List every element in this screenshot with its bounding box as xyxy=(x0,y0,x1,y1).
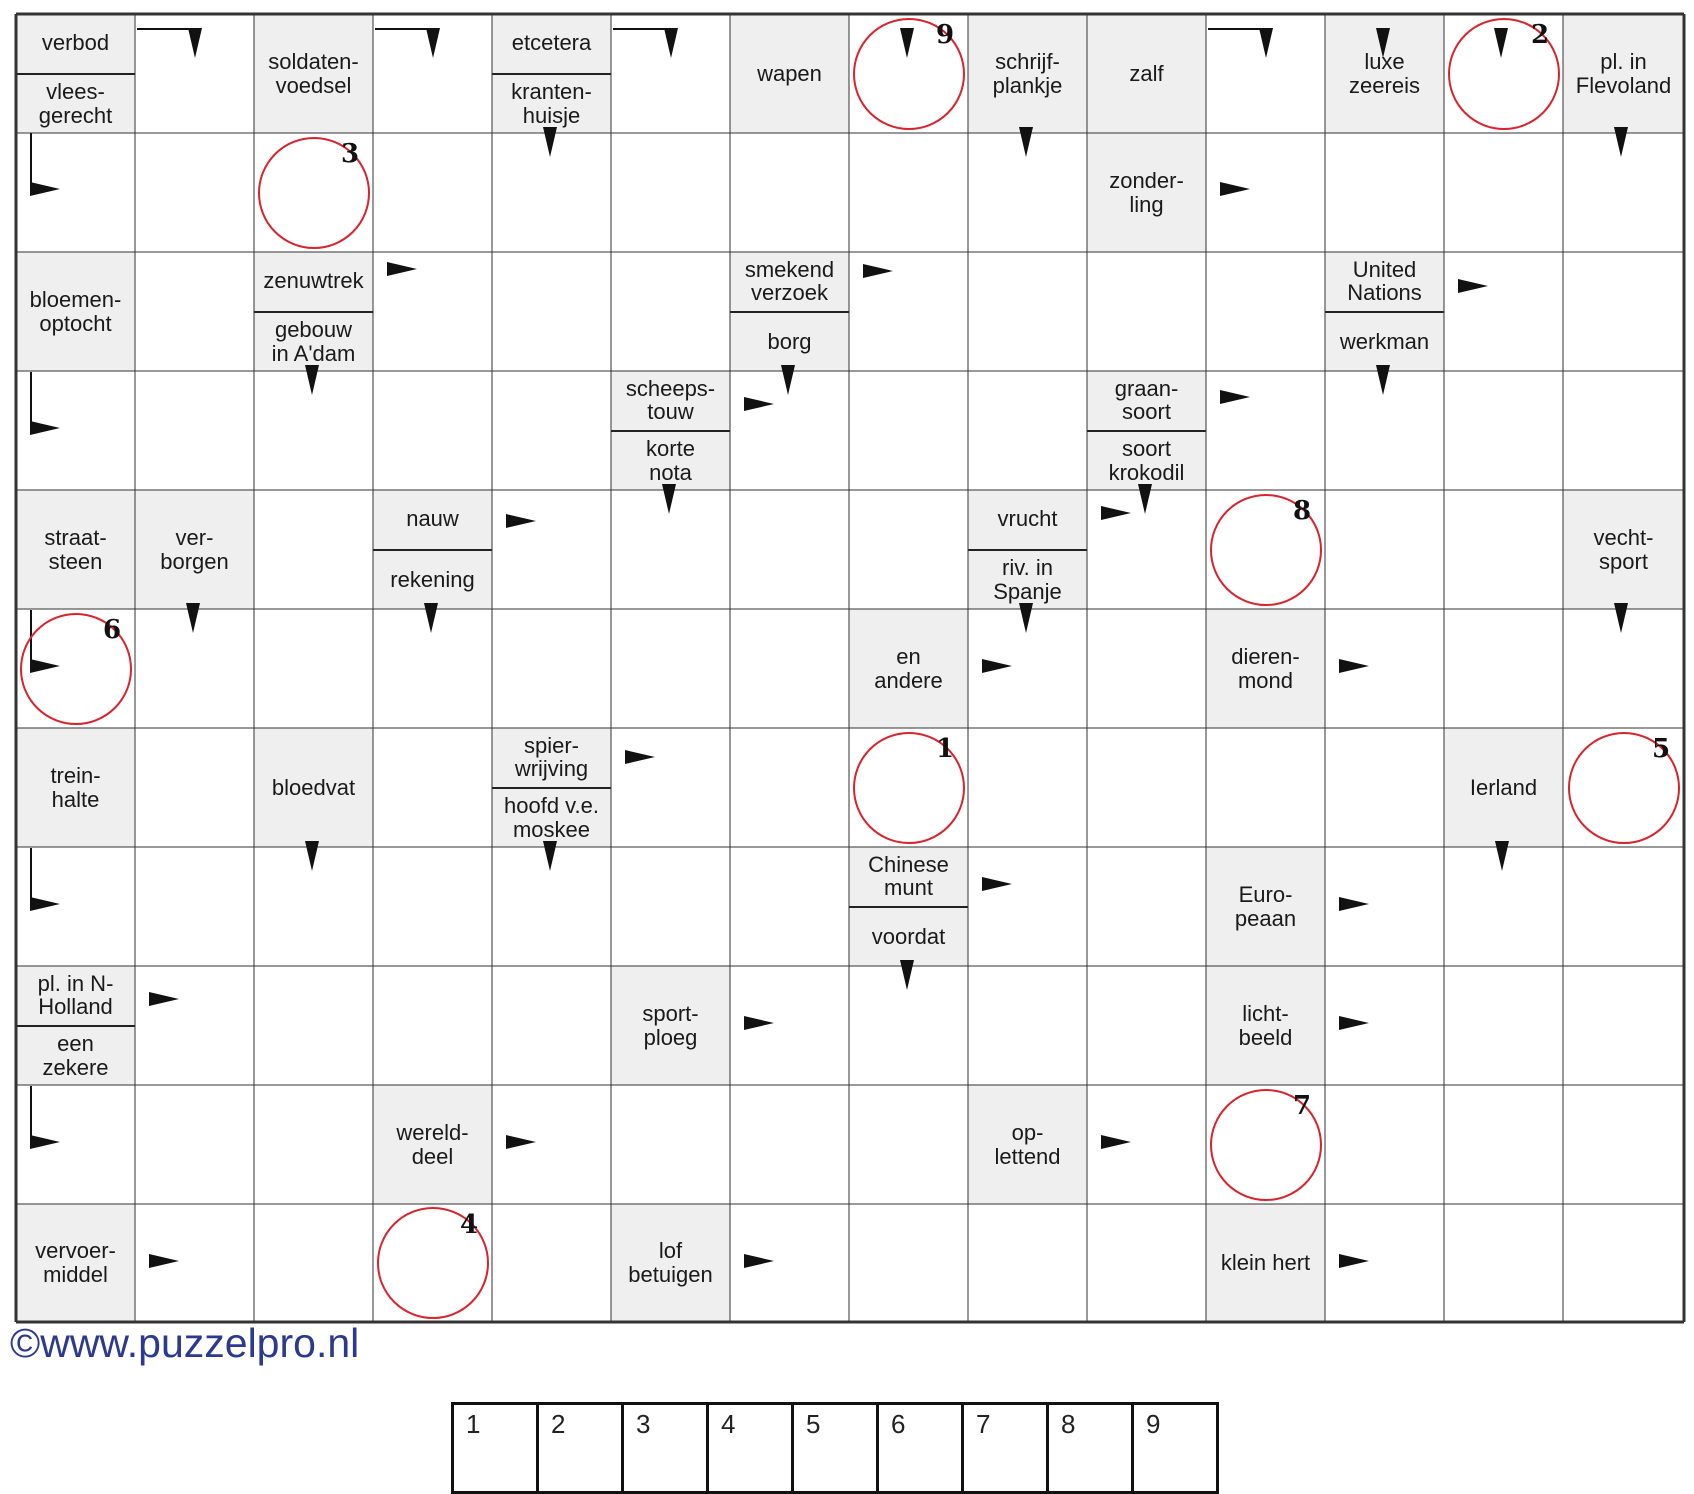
arrow-right-icon xyxy=(149,992,179,1006)
solution-box-number: 6 xyxy=(891,1409,906,1439)
circle-number: 6 xyxy=(103,615,122,645)
arrow-right-icon xyxy=(1339,897,1369,911)
solution-box[interactable] xyxy=(709,1405,794,1491)
arrow-right-icon xyxy=(744,1016,774,1030)
circle-number: 5 xyxy=(1652,734,1671,764)
arrow-down-icon xyxy=(1376,365,1390,395)
arrow-stem xyxy=(30,610,32,666)
clue-text: vervoer- middel xyxy=(35,1238,116,1287)
circle-number: 2 xyxy=(1531,20,1550,50)
arrow-right-icon xyxy=(1220,182,1250,196)
arrow-down-icon xyxy=(1495,841,1509,871)
clue-text: trein- halte xyxy=(50,762,101,812)
clue-text: wapen xyxy=(757,60,822,86)
arrow-down-icon xyxy=(1019,127,1033,157)
clue-text: vrucht xyxy=(997,506,1058,532)
clue-text: gebouw in A'dam xyxy=(254,311,373,372)
clue-text: dieren- mond xyxy=(1231,643,1300,693)
solution-box-number: 8 xyxy=(1061,1409,1076,1439)
arrow-down-icon xyxy=(1614,127,1628,157)
clue-text: sport- ploeg xyxy=(642,1000,699,1050)
clue-text: riv. in Spanje xyxy=(968,549,1087,610)
arrow-right-icon xyxy=(982,659,1012,673)
solution-box-number: 3 xyxy=(636,1409,651,1439)
arrow-right-icon xyxy=(982,877,1012,891)
clue-text: soort krokodil xyxy=(1087,430,1206,491)
arrow-down-icon xyxy=(1019,603,1033,633)
arrow-down-icon xyxy=(305,841,319,871)
arrow-down-icon xyxy=(188,28,202,58)
arrow-down-icon xyxy=(900,960,914,990)
arrow-stem xyxy=(30,848,32,904)
clue-text: Euro- peaan xyxy=(1234,881,1297,931)
solution-box[interactable] xyxy=(1049,1405,1134,1491)
solution-box[interactable] xyxy=(794,1405,879,1491)
grid-lines xyxy=(16,14,1684,1322)
arrow-right-icon xyxy=(1339,1016,1369,1030)
clue-text: vecht- sport xyxy=(1593,524,1654,574)
clue-text: lof betuigen xyxy=(628,1238,713,1287)
circle-number: 4 xyxy=(460,1210,479,1240)
arrow-right-icon xyxy=(506,514,536,528)
clue-text: werkman xyxy=(1325,311,1444,372)
solution-box-number: 9 xyxy=(1146,1409,1161,1439)
arrow-down-icon xyxy=(1494,28,1508,58)
circle-number: 7 xyxy=(1293,1091,1312,1121)
clue-text: korte nota xyxy=(611,430,730,491)
clue-text: bloemen- optocht xyxy=(29,286,122,336)
clue-text: soldaten- voedsel xyxy=(268,48,359,98)
arrow-right-icon xyxy=(1220,390,1250,404)
arrow-stem xyxy=(30,133,32,189)
arrow-right-icon xyxy=(149,1254,179,1268)
arrow-right-icon xyxy=(506,1135,536,1149)
solution-box[interactable] xyxy=(539,1405,624,1491)
clue-text: pl. in Flevoland xyxy=(1575,48,1672,98)
clue-text: rekening xyxy=(373,549,492,610)
solution-box[interactable] xyxy=(454,1405,539,1491)
copyright-text: ©www.puzzelpro.nl xyxy=(10,1320,360,1366)
arrow-down-icon xyxy=(664,28,678,58)
arrow-stem xyxy=(613,28,671,30)
arrow-down-icon xyxy=(424,603,438,633)
clue-text: scheeps- touw xyxy=(625,375,716,425)
clue-text: spier- wrijving xyxy=(514,732,589,782)
arrow-down-icon xyxy=(543,841,557,871)
arrow-stem xyxy=(1208,28,1266,30)
clue-text: pl. in N- Holland xyxy=(37,970,114,1020)
clue-text: licht- beeld xyxy=(1238,1000,1293,1050)
clue-text: een zekere xyxy=(16,1025,135,1086)
clue-text: Chinese munt xyxy=(868,851,949,901)
circle-number: 3 xyxy=(341,139,360,169)
circle-number: 9 xyxy=(936,20,955,50)
clue-text: vlees- gerecht xyxy=(16,73,135,134)
circle-number: 1 xyxy=(936,734,955,764)
clue-text: graan- soort xyxy=(1114,375,1179,425)
arrow-right-icon xyxy=(1101,1135,1131,1149)
clue-text: luxe zeereis xyxy=(1349,48,1420,98)
arrow-down-icon xyxy=(426,28,440,58)
arrow-down-icon xyxy=(900,28,914,58)
solution-box[interactable] xyxy=(1134,1405,1216,1491)
arrow-down-icon xyxy=(543,127,557,157)
clue-text: borg xyxy=(730,311,849,372)
clue-text: smekend verzoek xyxy=(744,256,835,306)
arrow-down-icon xyxy=(662,484,676,514)
arrow-right-icon xyxy=(744,397,774,411)
solution-box[interactable] xyxy=(624,1405,709,1491)
solution-box-number: 4 xyxy=(721,1409,736,1439)
arrow-down-icon xyxy=(1614,603,1628,633)
clue-text: zalf xyxy=(1129,60,1164,86)
arrow-right-icon xyxy=(744,1254,774,1268)
clue-text: kranten- huisje xyxy=(492,73,611,134)
clue-text: zonder- ling xyxy=(1109,167,1184,217)
arrow-right-icon xyxy=(30,897,60,911)
clue-text: klein hert xyxy=(1220,1250,1311,1276)
clue-text: straat- steen xyxy=(44,524,107,574)
clue-text: ver- borgen xyxy=(160,524,229,574)
crossword-grid xyxy=(16,14,1684,1322)
clue-text: etcetera xyxy=(511,30,592,56)
clue-text: schrijf- plankje xyxy=(992,48,1063,98)
arrow-stem xyxy=(30,372,32,428)
arrow-right-icon xyxy=(30,182,60,196)
arrow-right-icon xyxy=(863,264,893,278)
clue-text: Ierland xyxy=(1469,774,1538,800)
clue-text: United Nations xyxy=(1347,256,1422,306)
solution-box-number: 2 xyxy=(551,1409,566,1439)
arrow-down-icon xyxy=(305,365,319,395)
arrow-stem xyxy=(137,28,195,30)
clue-text: en andere xyxy=(874,643,943,693)
clue-text: zenuwtrek xyxy=(263,268,364,294)
arrow-down-icon xyxy=(1138,484,1152,514)
arrow-down-icon xyxy=(781,365,795,395)
clue-text: op- lettend xyxy=(994,1119,1061,1169)
circle-number: 8 xyxy=(1293,496,1312,526)
arrow-right-icon xyxy=(30,421,60,435)
clue-text: hoofd v.e. moskee xyxy=(492,787,611,848)
arrow-right-icon xyxy=(1101,506,1131,520)
clue-text: verbod xyxy=(41,30,110,56)
arrow-right-icon xyxy=(1458,279,1488,293)
arrow-right-icon xyxy=(1339,1254,1369,1268)
arrow-right-icon xyxy=(30,1135,60,1149)
clue-text: voordat xyxy=(849,906,968,967)
arrow-down-icon xyxy=(1259,28,1273,58)
solution-box-number: 7 xyxy=(976,1409,991,1439)
arrow-right-icon xyxy=(1339,659,1369,673)
arrow-right-icon xyxy=(625,750,655,764)
arrow-down-icon xyxy=(1376,28,1390,58)
arrow-stem xyxy=(375,28,433,30)
solution-strip xyxy=(451,1402,1219,1494)
arrow-right-icon xyxy=(387,262,417,276)
clue-text: bloedvat xyxy=(271,774,356,800)
solution-box[interactable] xyxy=(964,1405,1049,1491)
clue-text: nauw xyxy=(406,506,459,532)
arrow-down-icon xyxy=(186,603,200,633)
arrow-stem xyxy=(30,1086,32,1142)
clue-text: wereld- deel xyxy=(396,1119,469,1169)
solution-box[interactable] xyxy=(879,1405,964,1491)
solution-box-number: 1 xyxy=(466,1409,481,1439)
solution-box-number: 5 xyxy=(806,1409,821,1439)
arrow-right-icon xyxy=(30,659,60,673)
